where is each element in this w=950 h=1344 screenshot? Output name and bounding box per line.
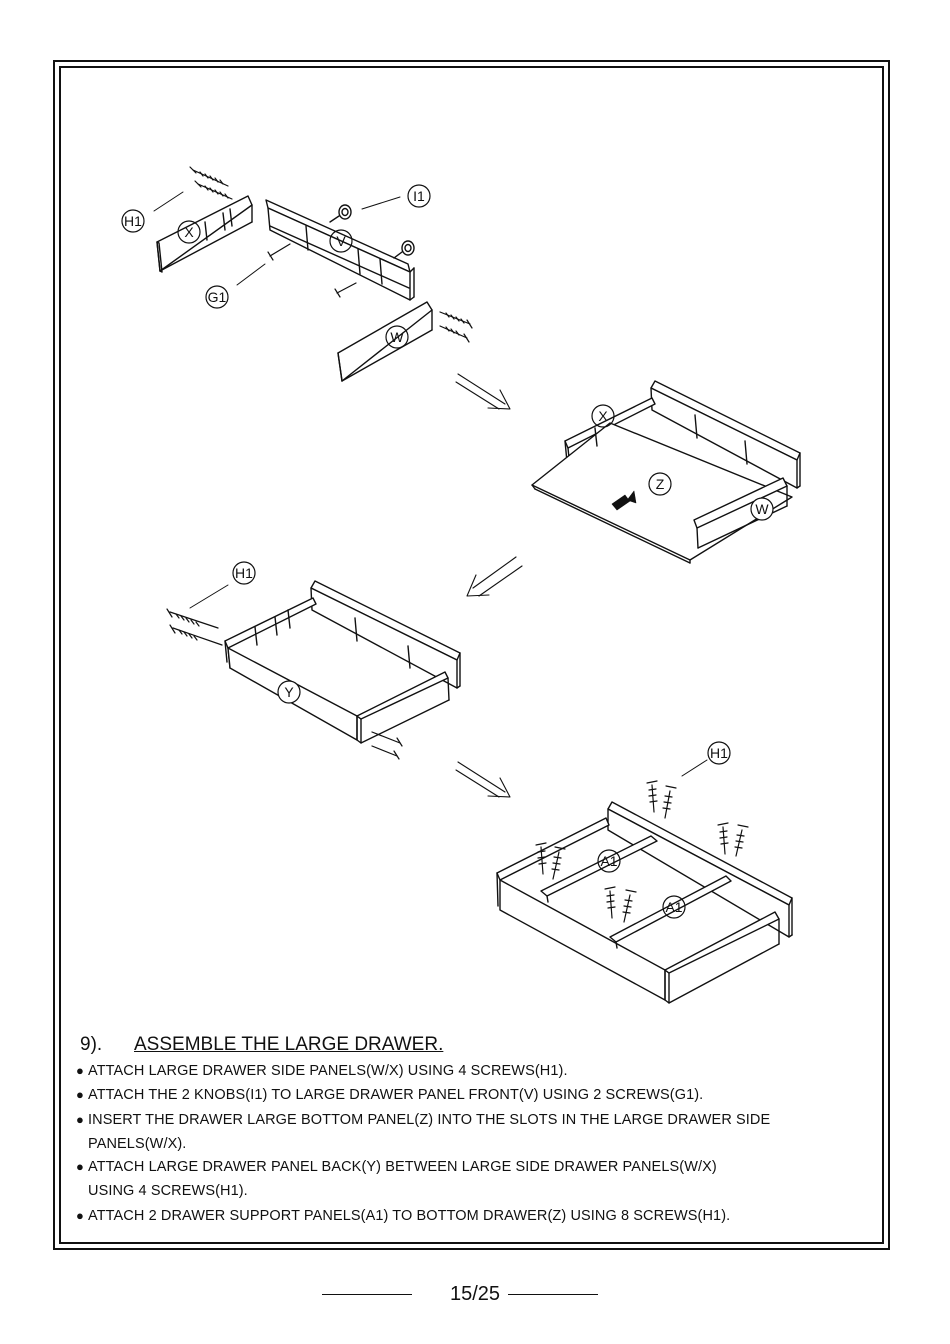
footer-rule-right: [508, 1294, 598, 1295]
label-y: [278, 681, 300, 703]
svg-text:A1: A1: [665, 899, 683, 915]
bullet-icon: ●: [76, 1087, 84, 1102]
instruction-item: [76, 1155, 717, 1203]
instruction-item: [76, 1059, 568, 1083]
step-arrow-2: [467, 557, 522, 596]
label-h1-stage4: [708, 742, 730, 764]
bullet-icon: ●: [76, 1159, 84, 1174]
page-number: 15/25: [449, 1283, 501, 1305]
instruction-text: ATTACH LARGE DRAWER SIDE PANELS(W/X) USING 4 SCREWS(H1).: [88, 1063, 568, 1079]
bullet-icon: ●: [76, 1063, 84, 1078]
screws-h1-left: [190, 167, 232, 199]
instruction-item: [76, 1204, 730, 1228]
svg-text:X: X: [598, 408, 608, 424]
instruction-text: ATTACH THE 2 KNOBS(I1) TO LARGE DRAWER PANEL FRONT(V) USING 2 SCREWS(G1).: [88, 1087, 704, 1103]
svg-text:W: W: [755, 501, 769, 517]
svg-text:H1: H1: [124, 213, 142, 229]
svg-text:I1: I1: [413, 188, 425, 204]
svg-text:X: X: [184, 224, 194, 240]
side-panel-x: [157, 196, 252, 272]
svg-text:H1: H1: [710, 745, 728, 761]
bullet-icon: ●: [76, 1112, 84, 1127]
stage-4-support-panels: [497, 760, 792, 1003]
instruction-text: ATTACH LARGE DRAWER PANEL BACK(Y) BETWEEN LARGE SIDE DRAWER PANELS(W/X): [88, 1159, 717, 1175]
label-g1: [206, 286, 228, 308]
label-w-stage2: [751, 498, 773, 520]
step-number: 9).: [80, 1034, 103, 1055]
step-title: ASSEMBLE THE LARGE DRAWER.: [134, 1034, 444, 1055]
svg-text:W: W: [390, 329, 404, 345]
step-arrow-3: [456, 762, 510, 797]
instruction-text: ATTACH 2 DRAWER SUPPORT PANELS(A1) TO BOTTOM DRAWER(Z) USING 8 SCREWS(H1).: [88, 1208, 731, 1224]
svg-text:Z: Z: [655, 476, 665, 492]
label-z: [649, 473, 671, 495]
side-panel-w: [338, 302, 432, 381]
instruction-continuation: PANELS(W/X).: [88, 1136, 187, 1152]
instruction-item: [76, 1108, 770, 1156]
svg-text:Y: Y: [284, 684, 294, 700]
label-h1-stage1: [122, 210, 144, 232]
label-h1-stage3: [233, 562, 255, 584]
bullet-icon: ●: [76, 1208, 84, 1223]
label-x-stage2: [592, 405, 614, 427]
instruction-continuation: USING 4 SCREWS(H1).: [88, 1183, 248, 1199]
instruction-item: [76, 1083, 703, 1107]
svg-text:G1: G1: [207, 289, 227, 305]
instruction-text: INSERT THE DRAWER LARGE BOTTOM PANEL(Z) INTO THE SLOTS IN THE LARGE DRAWER SIDE: [88, 1112, 771, 1128]
label-a1-upper: [598, 850, 620, 872]
step-arrow-1: [456, 374, 510, 409]
screws-h1-right: [440, 312, 472, 342]
svg-text:V: V: [336, 233, 346, 249]
svg-text:H1: H1: [235, 565, 253, 581]
step-heading: [80, 1034, 443, 1056]
svg-text:A1: A1: [600, 853, 618, 869]
stage-3-back-panel: [167, 581, 460, 759]
label-a1-lower: [663, 896, 685, 918]
label-i1: [408, 185, 430, 207]
stage-2-insert-bottom: [532, 381, 800, 563]
